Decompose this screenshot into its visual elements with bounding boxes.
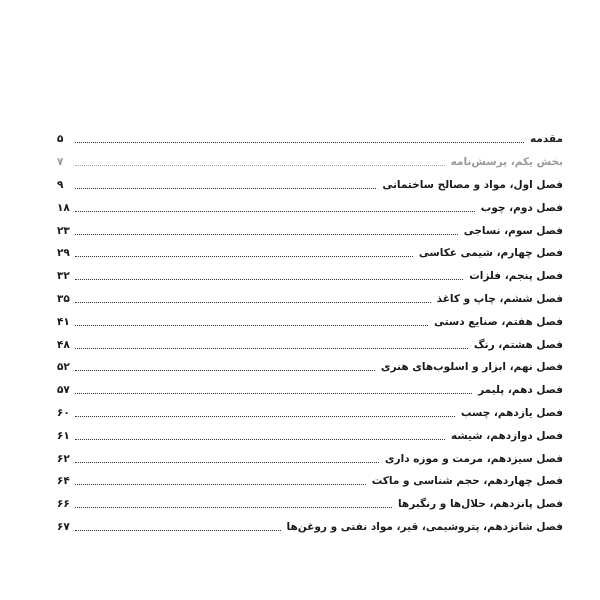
dot-leader <box>75 462 379 463</box>
toc-entry-chapter-14[interactable] <box>57 470 563 493</box>
toc-entry-page: ۴۱ <box>57 315 70 328</box>
toc-entry-title: فصل پنجم، فلزات <box>469 270 563 283</box>
dot-leader <box>75 234 458 235</box>
toc-entry-page: ۵۲ <box>57 361 70 374</box>
dot-leader <box>75 279 463 280</box>
toc-entry-title: فصل دهم، پلیمر <box>478 384 563 397</box>
dot-leader <box>75 302 431 303</box>
toc-entry-title: فصل اول، مواد و مصالح ساختمانی <box>382 178 563 191</box>
toc-entry-title: فصل چهاردهم، حجم شناسی و ماکت <box>371 475 563 488</box>
toc-entry-title: فصل هشتم، رنگ <box>473 338 563 351</box>
toc-entry-chapter-6[interactable] <box>57 288 563 311</box>
toc-entry-page: ۲۳ <box>57 224 70 237</box>
toc-entry-page: ۶۱ <box>57 429 70 442</box>
toc-entry-title: فصل ششم، چاپ و کاغذ <box>436 292 563 305</box>
toc-entry-chapter-13[interactable] <box>57 447 563 470</box>
toc-entry-page: ۶۷ <box>57 520 70 533</box>
toc-entry-page: ۱۸ <box>57 201 70 214</box>
toc-entry-title: فصل دوازدهم، شیشه <box>450 429 563 442</box>
dot-leader <box>75 370 375 371</box>
dot-leader <box>75 439 445 440</box>
dot-leader <box>75 348 468 349</box>
toc-entry-chapter-1[interactable] <box>57 174 563 197</box>
toc-entry-title: فصل یازدهم، چسب <box>460 406 563 419</box>
toc-entry-chapter-11[interactable] <box>57 402 563 425</box>
toc-entry-chapter-4[interactable] <box>57 242 563 265</box>
toc-entry-chapter-16[interactable] <box>57 516 563 539</box>
toc-entry-title: فصل چهارم، شیمی عکاسی <box>418 247 563 260</box>
toc-entry-page: ۶۴ <box>57 475 70 488</box>
toc-entry-title: فصل دوم، چوب <box>480 201 563 214</box>
toc-entry-chapter-8[interactable] <box>57 333 563 356</box>
dot-leader <box>75 393 472 394</box>
dot-leader <box>75 256 413 257</box>
dot-leader <box>75 211 475 212</box>
toc-entry-page: ۳۲ <box>57 270 70 283</box>
toc-entry-chapter-5[interactable] <box>57 265 563 288</box>
toc-entry-title: فصل شانزدهم، پتروشیمی، قیر، مواد نفتی و روغن‌ها <box>286 520 563 533</box>
dot-leader <box>75 325 428 326</box>
toc-entry-page: ۳۵ <box>57 292 70 305</box>
toc-entry-page: ۵۷ <box>57 384 70 397</box>
toc-entry-page: ۶۰ <box>57 406 70 419</box>
dot-leader <box>75 165 445 166</box>
toc-entry-chapter-9[interactable] <box>57 356 563 379</box>
toc-entry-page: ۵ <box>57 133 64 146</box>
toc-entry-chapter-12[interactable] <box>57 424 563 447</box>
toc-entry-title: فصل هفتم، صنایع دستی <box>433 315 563 328</box>
dot-leader <box>75 507 392 508</box>
toc-entry-title: فصل سیزدهم، مرمت و موزه داری <box>384 452 563 465</box>
toc-entry-part-one[interactable] <box>57 151 563 174</box>
table-of-contents <box>57 128 563 538</box>
toc-entry-page: ۹ <box>57 178 64 191</box>
toc-entry-chapter-7[interactable] <box>57 310 563 333</box>
toc-entry-chapter-15[interactable] <box>57 493 563 516</box>
toc-entry-title: بخش یکم، پرسش‌نامه <box>450 156 563 169</box>
toc-entry-page: ۶۲ <box>57 452 70 465</box>
toc-entry-page: ۴۸ <box>57 338 70 351</box>
toc-entry-chapter-3[interactable] <box>57 219 563 242</box>
dot-leader <box>75 142 524 143</box>
toc-entry-title: فصل سوم، نساجی <box>463 224 563 237</box>
toc-entry-page: ۷ <box>57 156 64 169</box>
toc-entry-title: مقدمه <box>530 133 563 146</box>
toc-entry-chapter-2[interactable] <box>57 196 563 219</box>
toc-entry-title: فصل نهم، ابزار و اسلوب‌های هنری <box>380 361 563 374</box>
dot-leader <box>75 484 366 485</box>
toc-entry-page: ۲۹ <box>57 247 70 260</box>
toc-entry-chapter-10[interactable] <box>57 379 563 402</box>
dot-leader <box>75 530 281 531</box>
toc-entry-introduction[interactable] <box>57 128 563 151</box>
toc-entry-title: فصل پانزدهم، حلال‌ها و رنگبرها <box>397 498 563 511</box>
dot-leader <box>75 188 376 189</box>
toc-entry-page: ۶۶ <box>57 498 70 511</box>
dot-leader <box>75 416 455 417</box>
